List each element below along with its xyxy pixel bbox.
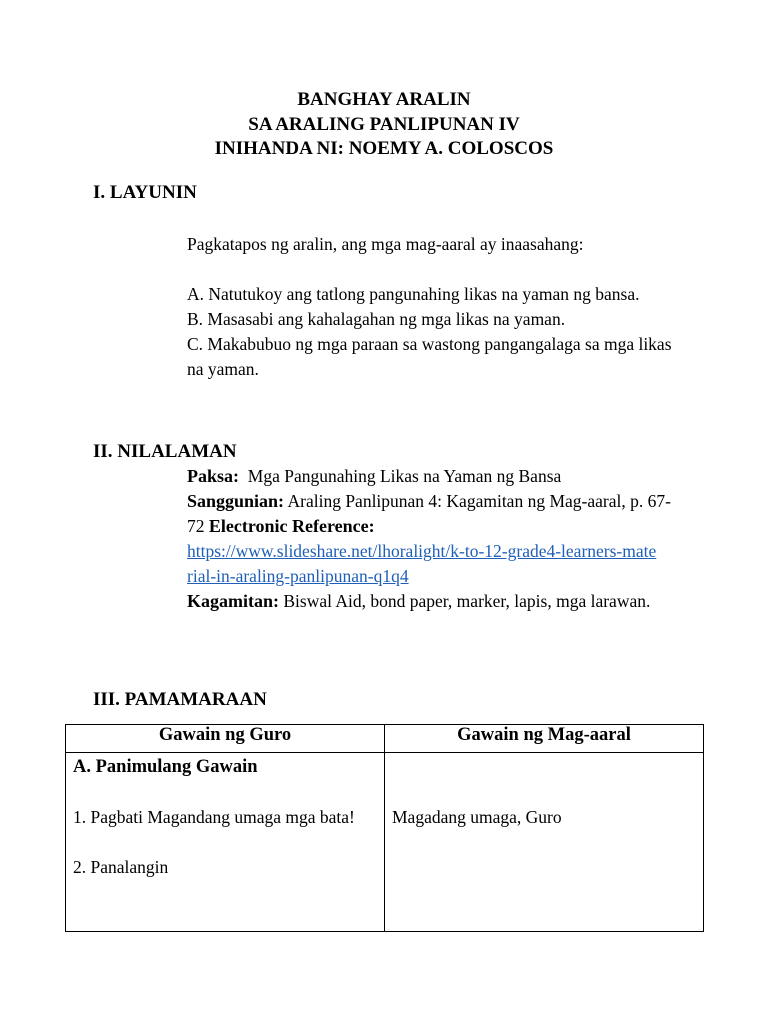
- layunin-item-c: C. Makabubuo ng mga paraan sa wastong pangangalaga sa mga likas na yaman.: [187, 334, 672, 379]
- section-heading-nilalaman: II. NILALAMAN: [93, 441, 237, 462]
- section-heading-pamamaraan: III. PAMAMARAAN: [93, 689, 267, 710]
- guro-section-title: A. Panimulang Gawain: [73, 757, 258, 777]
- table-header-row: [66, 725, 704, 753]
- sanggunian-label: Sanggunian:: [187, 491, 285, 511]
- magaaral-item-1: Magadang umaga, Guro: [392, 807, 562, 827]
- doc-author: INIHANDA NI: NOEMY A. COLOSCOS: [214, 138, 554, 159]
- kagamitan-label: Kagamitan:: [187, 591, 279, 611]
- section-heading-layunin: I. LAYUNIN: [93, 182, 197, 203]
- guro-cell: [66, 753, 385, 932]
- sanggunian-value: Araling Panlipunan 4: Kagamitan ng Mag-aaral, p. 67-72: [187, 491, 671, 536]
- sanggunian-line: [187, 489, 687, 539]
- layunin-item-a: A. Natutukoy ang tatlong pangunahing likas na yaman ng bansa.: [187, 284, 640, 304]
- paksa-value: Mga Pangunahing Likas na Yaman ng Bansa: [247, 466, 562, 486]
- guro-item-2: 2. Panalangin: [73, 857, 169, 877]
- column-header-magaaral: Gawain ng Mag-aaral: [385, 725, 704, 753]
- column-header-guro: Gawain ng Guro: [66, 725, 385, 753]
- layunin-item-b: B. Masasabi ang kahalagahan ng mga likas na yaman.: [187, 309, 566, 329]
- pamamaraan-table: [65, 724, 704, 932]
- electronic-link-line: [187, 539, 657, 589]
- magaaral-cell: [385, 753, 704, 932]
- doc-subtitle: SA ARALING PANLIPUNAN IV: [248, 114, 520, 135]
- doc-title: BANGHAY ARALIN: [297, 89, 471, 110]
- kagamitan-line: [187, 589, 687, 614]
- kagamitan-value: Biswal Aid, bond paper, marker, lapis, mga larawan.: [283, 591, 651, 611]
- nilalaman-block: [187, 464, 687, 614]
- electronic-reference-label: Electronic Reference:: [208, 516, 375, 536]
- electronic-reference-link[interactable]: https://www.slideshare.net/lhoralight/k-to-12-grade4-learners-material-in-araling-panlipunan-q1q4: [187, 541, 657, 586]
- paksa-label: Paksa:: [187, 466, 240, 486]
- layunin-intro-text: Pagkatapos ng aralin, ang mga mag-aaral ay inaasahang:: [187, 234, 584, 254]
- guro-item-1: 1. Pagbati Magandang umaga mga bata!: [73, 807, 355, 827]
- layunin-list: [187, 282, 687, 382]
- layunin-intro: [187, 232, 687, 257]
- table-row: [66, 753, 704, 932]
- paksa-line: [187, 464, 687, 489]
